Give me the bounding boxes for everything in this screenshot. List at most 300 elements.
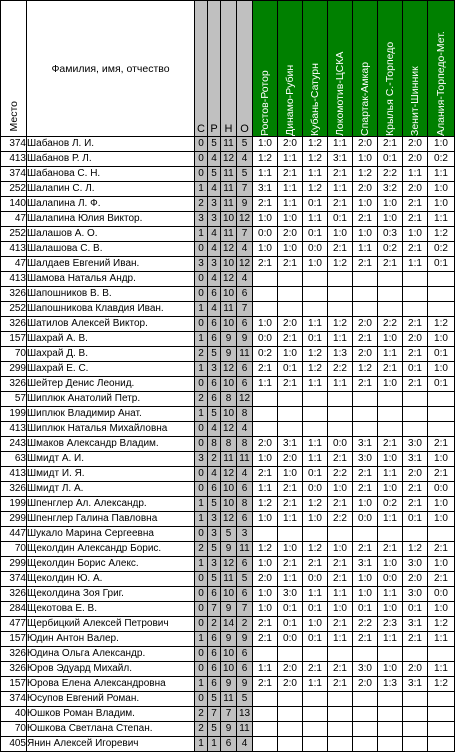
cell-s: 0 bbox=[195, 377, 208, 392]
cell-o: 4 bbox=[237, 422, 253, 437]
cell-s: 0 bbox=[195, 527, 208, 542]
cell-match-7 bbox=[403, 647, 428, 662]
cell-match-1 bbox=[253, 527, 278, 542]
cell-match-1: 1:0 bbox=[253, 602, 278, 617]
table-row bbox=[1, 467, 455, 482]
cell-s: 0 bbox=[195, 152, 208, 167]
table-row bbox=[1, 317, 455, 332]
table-row bbox=[1, 632, 455, 647]
cell-o: 5 bbox=[237, 167, 253, 182]
cell-match-1 bbox=[253, 392, 278, 407]
table-row bbox=[1, 722, 455, 737]
cell-place: 413 bbox=[1, 272, 27, 287]
cell-name: Шиплюк Владимир Анат. bbox=[27, 407, 195, 422]
cell-match-7 bbox=[403, 287, 428, 302]
cell-match-1: 2:0 bbox=[253, 572, 278, 587]
cell-match-6 bbox=[378, 302, 403, 317]
table-row bbox=[1, 587, 455, 602]
cell-place: 70 bbox=[1, 722, 27, 737]
cell-name: Щеколдин Александр Борис. bbox=[27, 542, 195, 557]
cell-match-5 bbox=[353, 722, 378, 737]
cell-match-5 bbox=[353, 287, 378, 302]
cell-n: 12 bbox=[221, 362, 237, 377]
cell-match-6: 0:2 bbox=[378, 242, 403, 257]
cell-match-8: 1:1 bbox=[428, 632, 455, 647]
cell-n: 11 bbox=[221, 302, 237, 317]
cell-n: 8 bbox=[221, 437, 237, 452]
cell-o: 7 bbox=[237, 602, 253, 617]
cell-place: 413 bbox=[1, 152, 27, 167]
cell-r: 4 bbox=[208, 227, 221, 242]
header-match-3-label: Кубань-Сатурн bbox=[309, 62, 321, 136]
cell-match-1: 1:1 bbox=[253, 167, 278, 182]
cell-r: 4 bbox=[208, 182, 221, 197]
cell-n: 9 bbox=[221, 347, 237, 362]
cell-match-2 bbox=[278, 407, 303, 422]
cell-place: 405 bbox=[1, 737, 27, 752]
cell-place: 374 bbox=[1, 167, 27, 182]
cell-match-8: 1:0 bbox=[428, 557, 455, 572]
cell-match-7 bbox=[403, 272, 428, 287]
cell-name: Щекотова Е. В. bbox=[27, 602, 195, 617]
cell-match-8 bbox=[428, 647, 455, 662]
cell-match-8 bbox=[428, 722, 455, 737]
cell-match-3: 1:0 bbox=[303, 257, 328, 272]
cell-match-1: 1:2 bbox=[253, 497, 278, 512]
cell-r: 5 bbox=[208, 347, 221, 362]
cell-o: 4 bbox=[237, 737, 253, 752]
cell-place: 57 bbox=[1, 392, 27, 407]
cell-match-2 bbox=[278, 707, 303, 722]
cell-o: 5 bbox=[237, 572, 253, 587]
cell-match-2: 1:0 bbox=[278, 347, 303, 362]
cell-match-8: 1:0 bbox=[428, 182, 455, 197]
cell-place: 374 bbox=[1, 572, 27, 587]
cell-r: 8 bbox=[208, 437, 221, 452]
cell-name: Шиплюк Наталья Михайловна bbox=[27, 422, 195, 437]
cell-r: 5 bbox=[208, 542, 221, 557]
cell-n: 11 bbox=[221, 452, 237, 467]
cell-match-8 bbox=[428, 422, 455, 437]
cell-s: 0 bbox=[195, 287, 208, 302]
table-row bbox=[1, 707, 455, 722]
cell-match-3: 1:2 bbox=[303, 347, 328, 362]
header-row bbox=[1, 1, 455, 137]
cell-match-1: 2:1 bbox=[253, 257, 278, 272]
cell-match-8: 1:2 bbox=[428, 227, 455, 242]
table-row bbox=[1, 452, 455, 467]
cell-match-7 bbox=[403, 422, 428, 437]
cell-match-8 bbox=[428, 737, 455, 752]
cell-n: 14 bbox=[221, 617, 237, 632]
cell-name: Шпенглер Ал. Александр. bbox=[27, 497, 195, 512]
cell-match-2: 2:1 bbox=[278, 377, 303, 392]
cell-place: 252 bbox=[1, 227, 27, 242]
cell-match-3: 1:1 bbox=[303, 452, 328, 467]
cell-match-3 bbox=[303, 287, 328, 302]
cell-n: 11 bbox=[221, 167, 237, 182]
cell-match-8: 2:1 bbox=[428, 542, 455, 557]
cell-match-7: 3:1 bbox=[403, 617, 428, 632]
cell-match-4: 2:1 bbox=[328, 242, 353, 257]
table-row bbox=[1, 257, 455, 272]
cell-match-5 bbox=[353, 392, 378, 407]
cell-match-2: 0:0 bbox=[278, 632, 303, 647]
cell-match-6 bbox=[378, 407, 403, 422]
cell-match-6 bbox=[378, 422, 403, 437]
header-match-2 bbox=[278, 1, 303, 137]
cell-r: 6 bbox=[208, 662, 221, 677]
cell-r: 4 bbox=[208, 152, 221, 167]
cell-match-7: 1:1 bbox=[403, 257, 428, 272]
cell-r: 3 bbox=[208, 512, 221, 527]
cell-n: 12 bbox=[221, 512, 237, 527]
cell-match-3: 2:1 bbox=[303, 662, 328, 677]
cell-match-4 bbox=[328, 272, 353, 287]
cell-r: 4 bbox=[208, 302, 221, 317]
cell-name: Шалапина Л. Ф. bbox=[27, 197, 195, 212]
cell-match-4: 2:1 bbox=[328, 497, 353, 512]
cell-o: 4 bbox=[237, 242, 253, 257]
cell-r: 2 bbox=[208, 617, 221, 632]
cell-place: 157 bbox=[1, 632, 27, 647]
cell-r: 6 bbox=[208, 677, 221, 692]
cell-match-2: 1:1 bbox=[278, 197, 303, 212]
cell-match-4: 1:1 bbox=[328, 182, 353, 197]
cell-n: 9 bbox=[221, 602, 237, 617]
table-row bbox=[1, 437, 455, 452]
cell-place: 299 bbox=[1, 362, 27, 377]
cell-match-1 bbox=[253, 737, 278, 752]
cell-place: 199 bbox=[1, 497, 27, 512]
cell-n: 11 bbox=[221, 227, 237, 242]
cell-place: 157 bbox=[1, 332, 27, 347]
cell-n: 5 bbox=[221, 527, 237, 542]
cell-match-5: 2:2 bbox=[353, 617, 378, 632]
cell-match-8: 0:2 bbox=[428, 152, 455, 167]
cell-place: 252 bbox=[1, 182, 27, 197]
cell-name: Юров Эдуард Михайл. bbox=[27, 662, 195, 677]
cell-s: 1 bbox=[195, 362, 208, 377]
cell-match-3 bbox=[303, 302, 328, 317]
cell-s: 0 bbox=[195, 167, 208, 182]
cell-match-7: 2:1 bbox=[403, 632, 428, 647]
cell-match-8: 0:0 bbox=[428, 482, 455, 497]
header-name-label: Фамилия, имя, отчество bbox=[51, 62, 170, 75]
cell-match-7: 3:1 bbox=[403, 677, 428, 692]
cell-match-1 bbox=[253, 422, 278, 437]
cell-o: 6 bbox=[237, 557, 253, 572]
cell-s: 1 bbox=[195, 557, 208, 572]
cell-r: 3 bbox=[208, 362, 221, 377]
cell-match-5: 2:1 bbox=[353, 332, 378, 347]
cell-match-1: 0:0 bbox=[253, 227, 278, 242]
cell-o: 11 bbox=[237, 542, 253, 557]
cell-n: 8 bbox=[221, 392, 237, 407]
cell-match-6: 1:0 bbox=[378, 332, 403, 347]
cell-match-1: 1:0 bbox=[253, 242, 278, 257]
cell-match-7: 2:0 bbox=[403, 662, 428, 677]
table-row bbox=[1, 302, 455, 317]
cell-s: 1 bbox=[195, 302, 208, 317]
cell-r: 6 bbox=[208, 317, 221, 332]
cell-s: 1 bbox=[195, 632, 208, 647]
cell-place: 326 bbox=[1, 287, 27, 302]
header-place-label: Место bbox=[7, 100, 20, 131]
cell-match-2: 2:1 bbox=[278, 257, 303, 272]
cell-match-4: 1:1 bbox=[328, 332, 353, 347]
table-row bbox=[1, 662, 455, 677]
cell-match-4 bbox=[328, 647, 353, 662]
cell-match-2 bbox=[278, 422, 303, 437]
cell-match-2: 0:1 bbox=[278, 617, 303, 632]
cell-match-4: 1:3 bbox=[328, 347, 353, 362]
cell-match-2: 2:0 bbox=[278, 662, 303, 677]
cell-match-5: 1:0 bbox=[353, 152, 378, 167]
cell-match-1 bbox=[253, 287, 278, 302]
cell-name: Шалапин С. Л. bbox=[27, 182, 195, 197]
cell-match-5 bbox=[353, 422, 378, 437]
table-row bbox=[1, 737, 455, 752]
cell-match-3: 1:2 bbox=[303, 497, 328, 512]
cell-match-6: 1:0 bbox=[378, 212, 403, 227]
cell-n: 11 bbox=[221, 692, 237, 707]
cell-o: 6 bbox=[237, 317, 253, 332]
cell-name: Шабанова С. Н. bbox=[27, 167, 195, 182]
cell-match-5: 2:1 bbox=[353, 482, 378, 497]
cell-n: 7 bbox=[221, 707, 237, 722]
cell-r: 4 bbox=[208, 422, 221, 437]
cell-match-6 bbox=[378, 392, 403, 407]
cell-match-2 bbox=[278, 527, 303, 542]
cell-match-2: 2:0 bbox=[278, 137, 303, 152]
cell-r: 5 bbox=[208, 167, 221, 182]
cell-match-7: 2:1 bbox=[403, 317, 428, 332]
cell-r: 3 bbox=[208, 527, 221, 542]
cell-r: 4 bbox=[208, 272, 221, 287]
cell-o: 7 bbox=[237, 302, 253, 317]
cell-place: 413 bbox=[1, 422, 27, 437]
cell-match-4: 1:1 bbox=[328, 632, 353, 647]
cell-match-3: 0:1 bbox=[303, 332, 328, 347]
cell-match-3: 1:2 bbox=[303, 542, 328, 557]
cell-n: 10 bbox=[221, 407, 237, 422]
cell-match-5: 1:0 bbox=[353, 197, 378, 212]
cell-s: 1 bbox=[195, 512, 208, 527]
header-match-2-label: Динамо-Рубин bbox=[284, 64, 296, 136]
table-row bbox=[1, 692, 455, 707]
cell-place: 413 bbox=[1, 242, 27, 257]
cell-match-6: 1:0 bbox=[378, 602, 403, 617]
header-match-7 bbox=[403, 1, 428, 137]
cell-match-8: 1:0 bbox=[428, 512, 455, 527]
cell-s: 1 bbox=[195, 182, 208, 197]
table-row bbox=[1, 182, 455, 197]
cell-s: 3 bbox=[195, 452, 208, 467]
cell-n: 12 bbox=[221, 272, 237, 287]
cell-match-1: 1:0 bbox=[253, 212, 278, 227]
header-stat-s: С bbox=[195, 1, 208, 137]
cell-match-6 bbox=[378, 647, 403, 662]
table-row bbox=[1, 482, 455, 497]
cell-match-4: 2:1 bbox=[328, 197, 353, 212]
cell-n: 12 bbox=[221, 557, 237, 572]
cell-n: 11 bbox=[221, 137, 237, 152]
cell-match-3: 1:1 bbox=[303, 212, 328, 227]
cell-match-4 bbox=[328, 302, 353, 317]
cell-match-8 bbox=[428, 392, 455, 407]
cell-match-2: 1:1 bbox=[278, 572, 303, 587]
cell-match-7: 2:0 bbox=[403, 572, 428, 587]
cell-match-3: 1:2 bbox=[303, 362, 328, 377]
cell-match-8: 0:0 bbox=[428, 587, 455, 602]
cell-match-7: 2:1 bbox=[403, 482, 428, 497]
cell-match-5: 2:1 bbox=[353, 377, 378, 392]
header-match-7-label: Зенит-Шинник bbox=[409, 65, 421, 136]
cell-match-5: 2:1 bbox=[353, 212, 378, 227]
table-row bbox=[1, 332, 455, 347]
cell-place: 299 bbox=[1, 557, 27, 572]
cell-match-6 bbox=[378, 272, 403, 287]
table-row bbox=[1, 512, 455, 527]
cell-o: 6 bbox=[237, 377, 253, 392]
cell-match-6 bbox=[378, 737, 403, 752]
cell-n: 6 bbox=[221, 737, 237, 752]
cell-name: Шапошникова Клавдия Иван. bbox=[27, 302, 195, 317]
cell-r: 6 bbox=[208, 332, 221, 347]
cell-s: 0 bbox=[195, 617, 208, 632]
cell-match-1: 2:0 bbox=[253, 437, 278, 452]
cell-match-5: 2:1 bbox=[353, 467, 378, 482]
cell-r: 5 bbox=[208, 407, 221, 422]
cell-match-2: 1:1 bbox=[278, 182, 303, 197]
cell-n: 10 bbox=[221, 377, 237, 392]
cell-o: 4 bbox=[237, 467, 253, 482]
cell-s: 0 bbox=[195, 242, 208, 257]
cell-match-2: 2:1 bbox=[278, 482, 303, 497]
cell-match-8: 1:1 bbox=[428, 662, 455, 677]
cell-o: 9 bbox=[237, 197, 253, 212]
cell-o: 6 bbox=[237, 512, 253, 527]
cell-match-1: 1:0 bbox=[253, 587, 278, 602]
cell-match-3 bbox=[303, 422, 328, 437]
cell-match-8: 1:0 bbox=[428, 362, 455, 377]
cell-match-7: 2:1 bbox=[403, 212, 428, 227]
cell-match-1: 1:0 bbox=[253, 317, 278, 332]
cell-s: 0 bbox=[195, 602, 208, 617]
cell-o: 11 bbox=[237, 452, 253, 467]
header-match-6 bbox=[378, 1, 403, 137]
cell-match-1: 2:1 bbox=[253, 617, 278, 632]
cell-match-5 bbox=[353, 647, 378, 662]
cell-match-3 bbox=[303, 647, 328, 662]
cell-match-6: 1:0 bbox=[378, 452, 403, 467]
cell-match-2: 1:0 bbox=[278, 242, 303, 257]
header-name bbox=[27, 1, 195, 137]
cell-match-4: 2:1 bbox=[328, 617, 353, 632]
cell-match-5: 1:0 bbox=[353, 497, 378, 512]
cell-o: 8 bbox=[237, 407, 253, 422]
cell-match-1: 2:1 bbox=[253, 467, 278, 482]
cell-match-2 bbox=[278, 692, 303, 707]
cell-name: Юдина Ольга Александр. bbox=[27, 647, 195, 662]
cell-match-1: 3:1 bbox=[253, 182, 278, 197]
cell-name: Шатилов Алексей Виктор. bbox=[27, 317, 195, 332]
cell-name: Шпенглер Галина Павловна bbox=[27, 512, 195, 527]
cell-r: 3 bbox=[208, 257, 221, 272]
cell-match-8: 0:1 bbox=[428, 377, 455, 392]
cell-match-1 bbox=[253, 407, 278, 422]
cell-name: Янин Алексей Игоревич bbox=[27, 737, 195, 752]
cell-place: 157 bbox=[1, 677, 27, 692]
cell-match-4 bbox=[328, 527, 353, 542]
cell-match-4 bbox=[328, 692, 353, 707]
cell-match-6: 0:2 bbox=[378, 497, 403, 512]
table-row bbox=[1, 497, 455, 512]
cell-match-6: 1:0 bbox=[378, 377, 403, 392]
cell-match-4 bbox=[328, 287, 353, 302]
cell-match-4 bbox=[328, 707, 353, 722]
cell-match-4: 2:1 bbox=[328, 557, 353, 572]
cell-match-2: 3:0 bbox=[278, 587, 303, 602]
cell-o: 11 bbox=[237, 722, 253, 737]
cell-match-3 bbox=[303, 707, 328, 722]
cell-n: 10 bbox=[221, 662, 237, 677]
cell-match-4: 1:1 bbox=[328, 137, 353, 152]
cell-match-3: 0:0 bbox=[303, 482, 328, 497]
cell-n: 9 bbox=[221, 632, 237, 647]
cell-match-6: 2:2 bbox=[378, 167, 403, 182]
cell-match-5 bbox=[353, 407, 378, 422]
cell-match-7: 3:0 bbox=[403, 587, 428, 602]
cell-match-4: 1:2 bbox=[328, 257, 353, 272]
cell-n: 10 bbox=[221, 257, 237, 272]
cell-match-4: 1:0 bbox=[328, 482, 353, 497]
cell-r: 3 bbox=[208, 557, 221, 572]
cell-match-4: 2:1 bbox=[328, 677, 353, 692]
cell-match-4 bbox=[328, 407, 353, 422]
cell-match-6: 2:3 bbox=[378, 617, 403, 632]
cell-match-6: 1:0 bbox=[378, 482, 403, 497]
cell-match-6: 2:1 bbox=[378, 257, 403, 272]
cell-match-2: 2:0 bbox=[278, 317, 303, 332]
cell-match-8: 1:0 bbox=[428, 197, 455, 212]
cell-match-2 bbox=[278, 737, 303, 752]
cell-match-8 bbox=[428, 287, 455, 302]
table-row bbox=[1, 392, 455, 407]
cell-match-8: 1:2 bbox=[428, 617, 455, 632]
cell-o: 5 bbox=[237, 692, 253, 707]
cell-name: Юрова Елена Александровна bbox=[27, 677, 195, 692]
cell-place: 252 bbox=[1, 302, 27, 317]
cell-name: Шейтер Денис Леонид. bbox=[27, 377, 195, 392]
cell-s: 2 bbox=[195, 707, 208, 722]
cell-match-7: 2:0 bbox=[403, 467, 428, 482]
cell-match-7: 2:1 bbox=[403, 497, 428, 512]
cell-o: 3 bbox=[237, 527, 253, 542]
cell-match-4: 2:2 bbox=[328, 467, 353, 482]
cell-name: Шахрай Е. С. bbox=[27, 362, 195, 377]
cell-match-8 bbox=[428, 272, 455, 287]
cell-match-8: 1:1 bbox=[428, 212, 455, 227]
cell-match-8: 1:0 bbox=[428, 602, 455, 617]
cell-r: 6 bbox=[208, 482, 221, 497]
table-header bbox=[1, 1, 455, 137]
cell-match-8: 1:0 bbox=[428, 137, 455, 152]
cell-match-6: 1:1 bbox=[378, 347, 403, 362]
cell-match-7 bbox=[403, 407, 428, 422]
cell-match-1: 1:2 bbox=[253, 542, 278, 557]
